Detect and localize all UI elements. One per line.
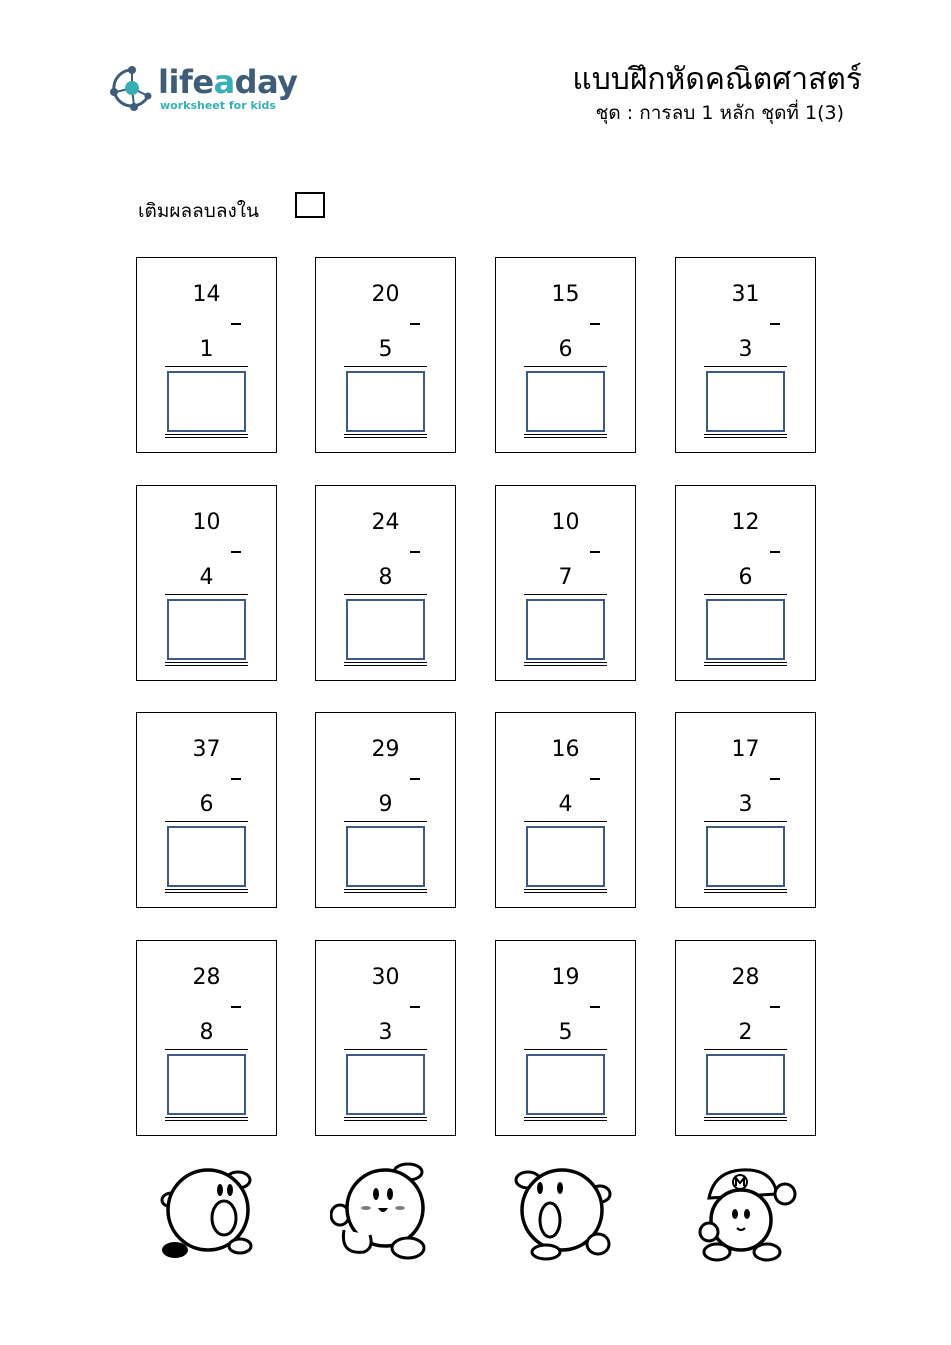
answer-box[interactable] bbox=[706, 1054, 785, 1115]
answer-box[interactable] bbox=[167, 599, 246, 660]
minus-sign bbox=[231, 551, 241, 553]
minus-sign bbox=[410, 1006, 420, 1008]
kirby-surprised-icon bbox=[510, 1160, 625, 1265]
answer-box[interactable] bbox=[346, 1054, 425, 1115]
kirby-kicking-icon bbox=[330, 1160, 445, 1265]
problem-card bbox=[136, 712, 277, 908]
problem-card bbox=[495, 712, 636, 908]
double-underline-bottom bbox=[344, 892, 427, 893]
answer-box[interactable] bbox=[346, 371, 425, 432]
minuend: 37 bbox=[192, 737, 221, 762]
subtrahend: 6 bbox=[558, 337, 573, 362]
minus-sign bbox=[231, 1006, 241, 1008]
minus-sign bbox=[590, 323, 600, 325]
subtrahend: 9 bbox=[378, 792, 393, 817]
minus-sign bbox=[410, 323, 420, 325]
minus-sign bbox=[590, 551, 600, 553]
subtrahend: 5 bbox=[558, 1020, 573, 1045]
answer-box[interactable] bbox=[346, 826, 425, 887]
double-underline-top bbox=[165, 1117, 248, 1118]
double-underline-top bbox=[344, 889, 427, 890]
answer-box[interactable] bbox=[526, 1054, 605, 1115]
instruction-text: เติมผลลบลงใน bbox=[138, 200, 260, 222]
problem-card bbox=[675, 485, 816, 681]
minus-sign bbox=[770, 551, 780, 553]
minuend: 15 bbox=[551, 282, 580, 307]
answer-box[interactable] bbox=[706, 826, 785, 887]
double-underline-bottom bbox=[165, 892, 248, 893]
subtraction-line bbox=[344, 1049, 427, 1050]
answer-box[interactable] bbox=[706, 599, 785, 660]
problem-card bbox=[315, 257, 456, 453]
subtrahend: 3 bbox=[378, 1020, 393, 1045]
double-underline-bottom bbox=[344, 437, 427, 438]
subtraction-line bbox=[524, 1049, 607, 1050]
problem-card bbox=[675, 712, 816, 908]
subtrahend: 6 bbox=[199, 792, 214, 817]
answer-box[interactable] bbox=[346, 599, 425, 660]
subtraction-line bbox=[704, 366, 787, 367]
minuend: 20 bbox=[371, 282, 400, 307]
double-underline-top bbox=[165, 889, 248, 890]
minuend: 31 bbox=[731, 282, 760, 307]
problem-card bbox=[136, 257, 277, 453]
page-title: แบบฝึกหัดคณิตศาสตร์ bbox=[572, 62, 862, 97]
double-underline-bottom bbox=[524, 665, 607, 666]
subtrahend: 5 bbox=[378, 337, 393, 362]
brand-tagline: worksheet for kids bbox=[160, 99, 276, 112]
minus-sign bbox=[770, 1006, 780, 1008]
subtraction-line bbox=[524, 366, 607, 367]
minuend: 10 bbox=[192, 510, 221, 535]
kirby-shouting-icon bbox=[160, 1160, 275, 1265]
molecule-logo-icon bbox=[108, 62, 156, 114]
subtraction-line bbox=[344, 821, 427, 822]
brand-logo bbox=[108, 62, 308, 118]
problem-card bbox=[315, 712, 456, 908]
problem-card bbox=[315, 485, 456, 681]
double-underline-top bbox=[165, 434, 248, 435]
subtrahend: 7 bbox=[558, 565, 573, 590]
double-underline-bottom bbox=[165, 665, 248, 666]
double-underline-top bbox=[344, 1117, 427, 1118]
brand-wordmark: lifeaday bbox=[158, 63, 298, 101]
problem-card bbox=[675, 257, 816, 453]
double-underline-bottom bbox=[524, 892, 607, 893]
double-underline-top bbox=[524, 889, 607, 890]
problem-card bbox=[675, 940, 816, 1136]
double-underline-top bbox=[165, 662, 248, 663]
minuend: 30 bbox=[371, 965, 400, 990]
subtrahend: 8 bbox=[378, 565, 393, 590]
subtraction-line bbox=[165, 594, 248, 595]
minus-sign bbox=[770, 323, 780, 325]
minus-sign bbox=[410, 551, 420, 553]
subtrahend: 6 bbox=[738, 565, 753, 590]
subtraction-line bbox=[165, 821, 248, 822]
double-underline-bottom bbox=[344, 1120, 427, 1121]
minuend: 16 bbox=[551, 737, 580, 762]
minuend: 10 bbox=[551, 510, 580, 535]
subtrahend: 4 bbox=[558, 792, 573, 817]
subtrahend: 2 bbox=[738, 1020, 753, 1045]
answer-box[interactable] bbox=[167, 371, 246, 432]
page-subtitle: ชุด : การลบ 1 หลัก ชุดที่ 1(3) bbox=[595, 102, 844, 124]
problem-card bbox=[495, 485, 636, 681]
answer-box[interactable] bbox=[167, 1054, 246, 1115]
double-underline-top bbox=[524, 662, 607, 663]
subtraction-line bbox=[524, 821, 607, 822]
double-underline-bottom bbox=[524, 437, 607, 438]
double-underline-bottom bbox=[165, 437, 248, 438]
double-underline-bottom bbox=[165, 1120, 248, 1121]
double-underline-top bbox=[704, 1117, 787, 1118]
double-underline-top bbox=[344, 434, 427, 435]
answer-box[interactable] bbox=[526, 599, 605, 660]
minuend: 14 bbox=[192, 282, 221, 307]
answer-box[interactable] bbox=[526, 826, 605, 887]
minus-sign bbox=[590, 778, 600, 780]
minuend: 17 bbox=[731, 737, 760, 762]
subtrahend: 1 bbox=[199, 337, 214, 362]
subtraction-line bbox=[524, 594, 607, 595]
subtrahend: 3 bbox=[738, 792, 753, 817]
double-underline-top bbox=[704, 434, 787, 435]
minuend: 19 bbox=[551, 965, 580, 990]
double-underline-bottom bbox=[704, 892, 787, 893]
minuend: 12 bbox=[731, 510, 760, 535]
problem-card bbox=[136, 485, 277, 681]
minus-sign bbox=[590, 1006, 600, 1008]
answer-box[interactable] bbox=[167, 826, 246, 887]
subtraction-line bbox=[165, 366, 248, 367]
minuend: 28 bbox=[731, 965, 760, 990]
subtrahend: 3 bbox=[738, 337, 753, 362]
answer-box[interactable] bbox=[526, 371, 605, 432]
minus-sign bbox=[231, 778, 241, 780]
double-underline-bottom bbox=[704, 437, 787, 438]
minuend: 28 bbox=[192, 965, 221, 990]
double-underline-top bbox=[524, 1117, 607, 1118]
problem-card bbox=[495, 257, 636, 453]
double-underline-bottom bbox=[344, 665, 427, 666]
problem-card bbox=[315, 940, 456, 1136]
kirby-mario-cap-icon bbox=[695, 1160, 810, 1265]
problem-card bbox=[495, 940, 636, 1136]
minus-sign bbox=[770, 778, 780, 780]
double-underline-top bbox=[524, 434, 607, 435]
double-underline-bottom bbox=[704, 665, 787, 666]
double-underline-bottom bbox=[524, 1120, 607, 1121]
double-underline-top bbox=[704, 662, 787, 663]
subtraction-line bbox=[704, 1049, 787, 1050]
subtraction-line bbox=[704, 821, 787, 822]
double-underline-bottom bbox=[704, 1120, 787, 1121]
problem-card bbox=[136, 940, 277, 1136]
subtraction-line bbox=[344, 594, 427, 595]
subtraction-line bbox=[165, 1049, 248, 1050]
instruction-answer-box-sample bbox=[295, 192, 325, 218]
minus-sign bbox=[231, 323, 241, 325]
subtraction-line bbox=[344, 366, 427, 367]
double-underline-top bbox=[344, 662, 427, 663]
double-underline-top bbox=[704, 889, 787, 890]
subtrahend: 4 bbox=[199, 565, 214, 590]
minus-sign bbox=[410, 778, 420, 780]
subtraction-line bbox=[704, 594, 787, 595]
minuend: 24 bbox=[371, 510, 400, 535]
subtrahend: 8 bbox=[199, 1020, 214, 1045]
answer-box[interactable] bbox=[706, 371, 785, 432]
minuend: 29 bbox=[371, 737, 400, 762]
